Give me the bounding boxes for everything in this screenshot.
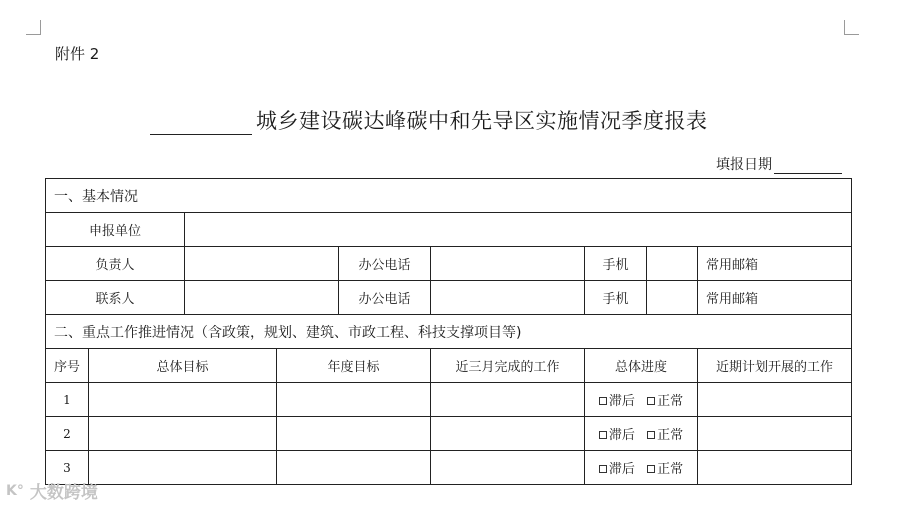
principal-mobile-field[interactable] (647, 247, 698, 281)
title-line (150, 105, 708, 135)
fill-date-blank[interactable] (774, 157, 842, 174)
fill-date-label: 填报日期 (716, 157, 772, 173)
checkbox-icon[interactable] (599, 397, 607, 405)
section2-heading: 二、重点工作推进情况（含政策，规划、建筑、市政工程、科技支撑项目等) (46, 315, 852, 349)
watermark (6, 478, 98, 503)
principal-email-cell[interactable] (698, 247, 852, 281)
overall-goal-cell[interactable] (89, 417, 277, 451)
progress-option-normal[interactable]: 正常 (647, 462, 683, 477)
principal-email-label: 常用邮箱 (706, 258, 759, 273)
checkbox-icon[interactable] (647, 431, 655, 439)
annual-goal-cell[interactable] (277, 417, 431, 451)
checkbox-icon[interactable] (647, 397, 655, 405)
progress-option-delayed[interactable]: 滞后 (599, 428, 635, 443)
principal-office-phone-field[interactable] (431, 247, 585, 281)
principal-mobile-label: 手机 (585, 247, 647, 281)
checkbox-icon[interactable] (599, 431, 607, 439)
report-table (45, 178, 851, 485)
planned-work-cell[interactable] (698, 417, 852, 451)
contact-email-cell[interactable] (698, 281, 852, 315)
principal-office-phone-label: 办公电话 (339, 247, 431, 281)
contact-office-phone-field[interactable] (431, 281, 585, 315)
progress-option-delayed[interactable]: 滞后 (599, 394, 635, 409)
progress-cell (585, 451, 698, 485)
row-number: 3 (46, 451, 89, 485)
planned-work-cell[interactable] (698, 451, 852, 485)
progress-cell (585, 417, 698, 451)
col-header-no: 序号 (46, 349, 89, 383)
reporting-unit-label: 申报单位 (46, 213, 185, 247)
col-header-progress: 总体进度 (585, 349, 698, 383)
page-corner-mark-right (844, 20, 859, 35)
reporting-unit-field[interactable] (185, 213, 852, 247)
recent-work-cell[interactable] (431, 383, 585, 417)
contact-email-label: 常用邮箱 (706, 292, 759, 307)
contact-row (46, 281, 852, 315)
principal-label: 负责人 (46, 247, 185, 281)
watermark-text: 大数跨境 (29, 483, 98, 503)
overall-goal-cell[interactable] (89, 451, 277, 485)
row-number: 2 (46, 417, 89, 451)
overall-goal-cell[interactable] (89, 383, 277, 417)
col-header-overall-goal: 总体目标 (89, 349, 277, 383)
watermark-logo-icon: K° (6, 482, 24, 499)
col-header-planned-work: 近期计划开展的工作 (698, 349, 852, 383)
row-number: 1 (46, 383, 89, 417)
progress-cell (585, 383, 698, 417)
section1-heading: 一、基本情况 (46, 179, 852, 213)
document-title: 城乡建设碳达峰碳中和先导区实施情况季度报表 (256, 109, 708, 133)
recent-work-cell[interactable] (431, 451, 585, 485)
contact-name-field[interactable] (185, 281, 339, 315)
checkbox-icon[interactable] (647, 465, 655, 473)
page-corner-mark-left (26, 20, 41, 35)
checkbox-icon[interactable] (599, 465, 607, 473)
progress-option-normal[interactable]: 正常 (647, 428, 683, 443)
contact-office-phone-label: 办公电话 (339, 281, 431, 315)
principal-name-field[interactable] (185, 247, 339, 281)
table-row (46, 417, 852, 451)
progress-option-delayed[interactable]: 滞后 (599, 462, 635, 477)
annual-goal-cell[interactable] (277, 451, 431, 485)
table-row (46, 451, 852, 485)
principal-row (46, 247, 852, 281)
planned-work-cell[interactable] (698, 383, 852, 417)
attachment-label: 附件 2 (55, 45, 100, 63)
table-row (46, 383, 852, 417)
title-fill-blank[interactable] (150, 108, 252, 135)
contact-mobile-label: 手机 (585, 281, 647, 315)
recent-work-cell[interactable] (431, 417, 585, 451)
fill-date (716, 154, 842, 174)
progress-option-normal[interactable]: 正常 (647, 394, 683, 409)
col-header-recent-work: 近三月完成的工作 (431, 349, 585, 383)
annual-goal-cell[interactable] (277, 383, 431, 417)
contact-mobile-field[interactable] (647, 281, 698, 315)
section2-header-row (46, 349, 852, 383)
col-header-annual-goal: 年度目标 (277, 349, 431, 383)
contact-label: 联系人 (46, 281, 185, 315)
